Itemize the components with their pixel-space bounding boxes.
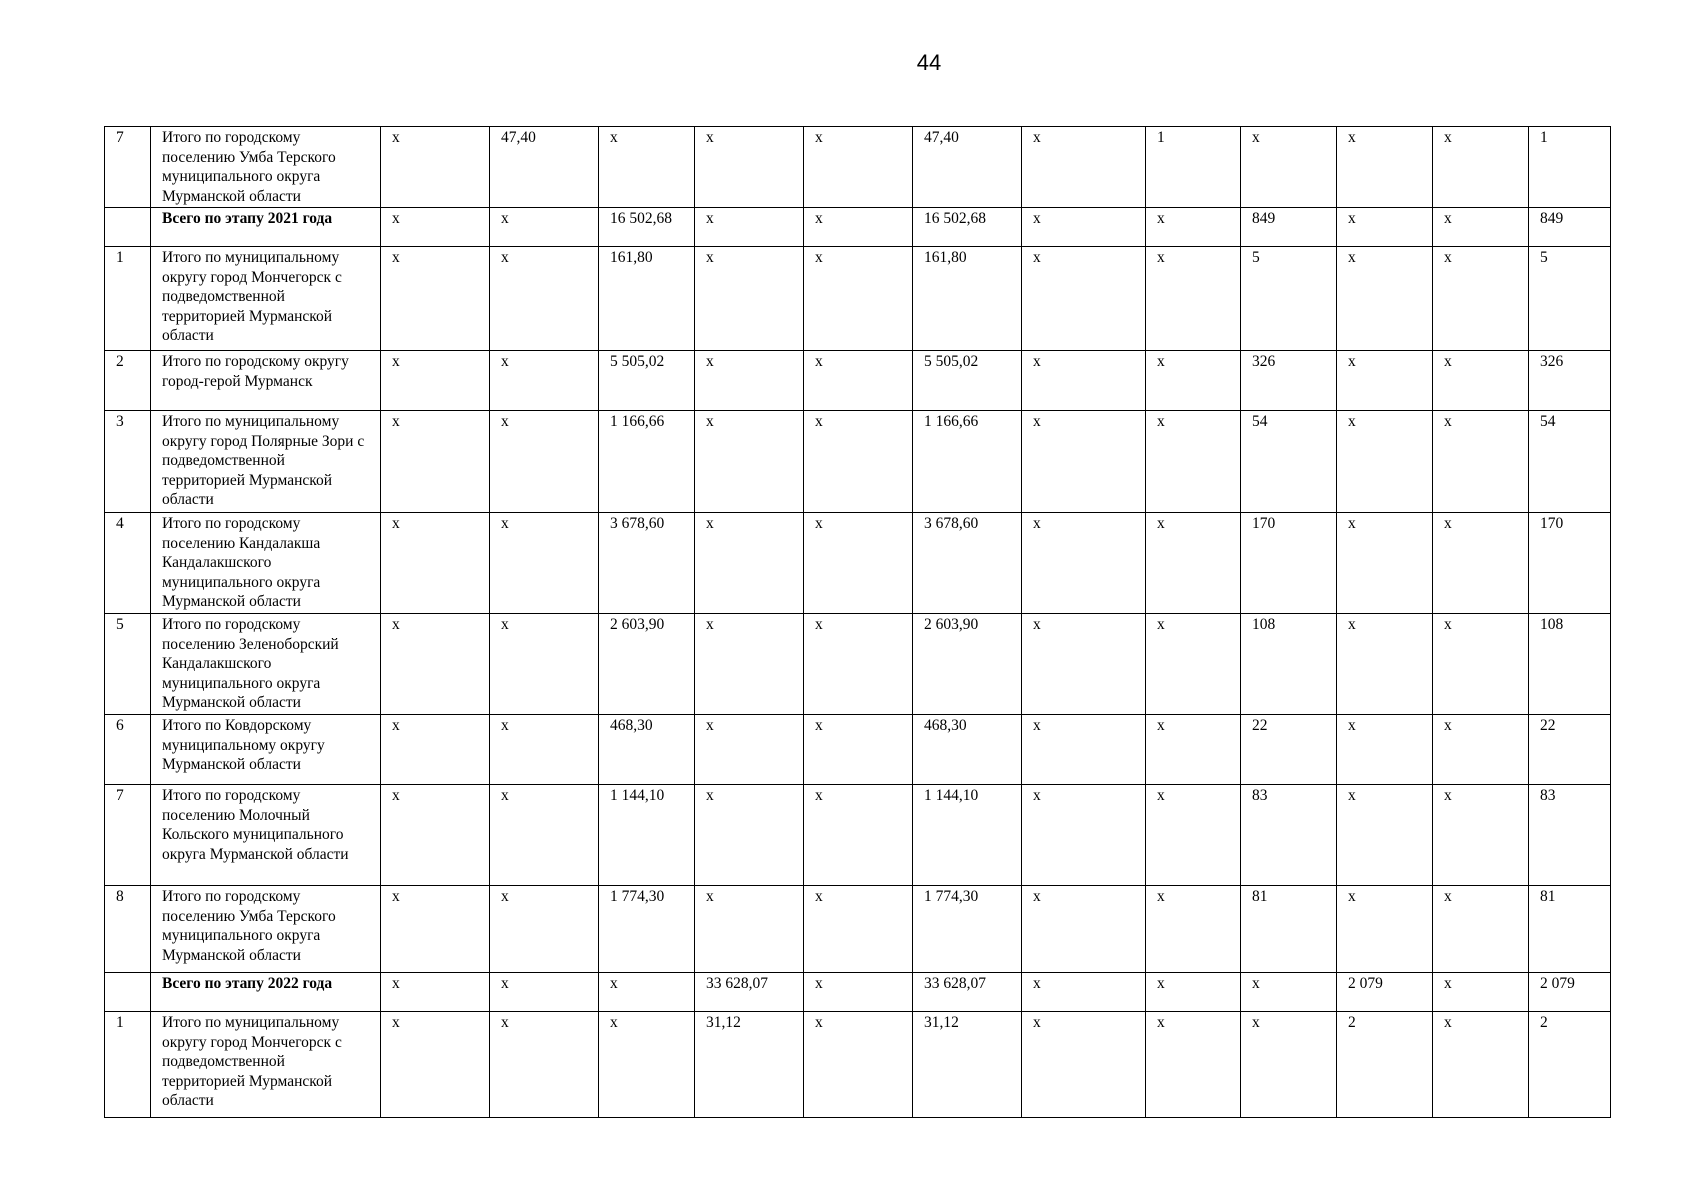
value-cell: х: [490, 411, 599, 513]
municipality-name-cell: Итого по муниципальному округу город Мончегорск с подведомственной территорией Мурманской области: [151, 1012, 381, 1118]
value-cell: х: [1022, 614, 1146, 715]
value-cell: х: [599, 1012, 695, 1118]
table-row: [105, 785, 1611, 886]
table-row: [105, 614, 1611, 715]
value-cell: х: [1433, 247, 1529, 351]
value-cell: 849: [1529, 208, 1611, 247]
value-cell: х: [695, 247, 804, 351]
value-cell: 1 774,30: [599, 886, 695, 973]
value-cell: 161,80: [913, 247, 1022, 351]
value-cell: х: [1337, 127, 1433, 208]
value-cell: 108: [1241, 614, 1337, 715]
value-cell: 1: [1146, 127, 1241, 208]
municipality-name-cell: Итого по муниципальному округу город Полярные Зори с подведомственной территорией Мурманской области: [151, 411, 381, 513]
value-cell: х: [1146, 973, 1241, 1012]
value-cell: 2 079: [1529, 973, 1611, 1012]
value-cell: х: [1433, 127, 1529, 208]
value-cell: х: [381, 973, 490, 1012]
table-row: [105, 886, 1611, 973]
value-cell: 1 774,30: [913, 886, 1022, 973]
value-cell: 170: [1529, 513, 1611, 614]
value-cell: х: [1146, 785, 1241, 886]
value-cell: х: [490, 247, 599, 351]
value-cell: х: [695, 351, 804, 411]
value-cell: х: [381, 513, 490, 614]
value-cell: х: [1433, 886, 1529, 973]
value-cell: 170: [1241, 513, 1337, 614]
total-label-cell: Всего по этапу 2021 года: [151, 208, 381, 247]
data-table: [104, 126, 1611, 1118]
value-cell: х: [381, 886, 490, 973]
value-cell: х: [1241, 1012, 1337, 1118]
value-cell: х: [1241, 973, 1337, 1012]
municipality-name-cell: Итого по городскому поселению Молочный Кольского муниципального округа Мурманской области: [151, 785, 381, 886]
row-number-cell: [105, 973, 151, 1012]
value-cell: х: [1022, 513, 1146, 614]
value-cell: х: [1337, 351, 1433, 411]
value-cell: х: [695, 785, 804, 886]
value-cell: х: [804, 127, 913, 208]
value-cell: х: [804, 351, 913, 411]
total-row: [105, 208, 1611, 247]
value-cell: х: [599, 127, 695, 208]
value-cell: х: [804, 785, 913, 886]
row-number-cell: 1: [105, 247, 151, 351]
value-cell: 16 502,68: [913, 208, 1022, 247]
value-cell: 22: [1241, 715, 1337, 785]
value-cell: х: [804, 614, 913, 715]
value-cell: х: [1337, 715, 1433, 785]
value-cell: х: [381, 715, 490, 785]
value-cell: х: [490, 715, 599, 785]
municipality-name-cell: Итого по Ковдорскому муниципальному округу Мурманской области: [151, 715, 381, 785]
row-number-cell: [105, 208, 151, 247]
value-cell: 2 603,90: [913, 614, 1022, 715]
value-cell: 5 505,02: [913, 351, 1022, 411]
value-cell: х: [490, 973, 599, 1012]
value-cell: 1 144,10: [913, 785, 1022, 886]
value-cell: 5: [1241, 247, 1337, 351]
value-cell: 54: [1529, 411, 1611, 513]
value-cell: х: [695, 208, 804, 247]
page-number: 44: [916, 50, 942, 75]
value-cell: х: [695, 127, 804, 208]
value-cell: х: [1146, 715, 1241, 785]
value-cell: х: [490, 351, 599, 411]
value-cell: 16 502,68: [599, 208, 695, 247]
table-row: [105, 1012, 1611, 1118]
value-cell: 326: [1241, 351, 1337, 411]
value-cell: х: [1433, 785, 1529, 886]
row-number-cell: 5: [105, 614, 151, 715]
table-body: [105, 127, 1611, 1118]
value-cell: х: [1337, 208, 1433, 247]
value-cell: 1: [1529, 127, 1611, 208]
row-number-cell: 4: [105, 513, 151, 614]
value-cell: 22: [1529, 715, 1611, 785]
value-cell: х: [1433, 973, 1529, 1012]
value-cell: х: [490, 513, 599, 614]
value-cell: х: [1146, 1012, 1241, 1118]
municipality-name-cell: Итого по муниципальному округу город Мончегорск с подведомственной территорией Мурманской области: [151, 247, 381, 351]
value-cell: х: [1146, 411, 1241, 513]
value-cell: 468,30: [913, 715, 1022, 785]
value-cell: 54: [1241, 411, 1337, 513]
value-cell: 81: [1241, 886, 1337, 973]
value-cell: 3 678,60: [913, 513, 1022, 614]
row-number-cell: 3: [105, 411, 151, 513]
table-row: [105, 127, 1611, 208]
value-cell: х: [1146, 247, 1241, 351]
value-cell: х: [1337, 785, 1433, 886]
value-cell: 47,40: [490, 127, 599, 208]
value-cell: 2 603,90: [599, 614, 695, 715]
value-cell: 5 505,02: [599, 351, 695, 411]
value-cell: х: [1337, 886, 1433, 973]
value-cell: х: [1022, 411, 1146, 513]
value-cell: х: [1337, 614, 1433, 715]
value-cell: х: [804, 247, 913, 351]
value-cell: х: [490, 208, 599, 247]
value-cell: 33 628,07: [695, 973, 804, 1012]
row-number-cell: 7: [105, 127, 151, 208]
value-cell: 468,30: [599, 715, 695, 785]
value-cell: х: [804, 208, 913, 247]
value-cell: 33 628,07: [913, 973, 1022, 1012]
value-cell: х: [381, 208, 490, 247]
row-number-cell: 1: [105, 1012, 151, 1118]
municipality-name-cell: Итого по городскому округу город-герой Мурманск: [151, 351, 381, 411]
table-row: [105, 411, 1611, 513]
value-cell: 83: [1241, 785, 1337, 886]
value-cell: 326: [1529, 351, 1611, 411]
table-row: [105, 351, 1611, 411]
total-label-cell: Всего по этапу 2022 года: [151, 973, 381, 1012]
value-cell: 108: [1529, 614, 1611, 715]
value-cell: х: [490, 614, 599, 715]
value-cell: х: [1022, 715, 1146, 785]
value-cell: х: [1022, 127, 1146, 208]
value-cell: х: [1433, 411, 1529, 513]
value-cell: 81: [1529, 886, 1611, 973]
value-cell: х: [1433, 715, 1529, 785]
value-cell: 161,80: [599, 247, 695, 351]
value-cell: х: [599, 973, 695, 1012]
row-number-cell: 7: [105, 785, 151, 886]
value-cell: х: [381, 247, 490, 351]
row-number-cell: 2: [105, 351, 151, 411]
value-cell: х: [1146, 351, 1241, 411]
value-cell: х: [1433, 351, 1529, 411]
value-cell: х: [381, 127, 490, 208]
value-cell: х: [381, 351, 490, 411]
value-cell: 2 079: [1337, 973, 1433, 1012]
value-cell: х: [381, 411, 490, 513]
value-cell: х: [804, 1012, 913, 1118]
value-cell: х: [1146, 886, 1241, 973]
value-cell: х: [1433, 208, 1529, 247]
value-cell: 31,12: [913, 1012, 1022, 1118]
table-row: [105, 513, 1611, 614]
value-cell: х: [1146, 208, 1241, 247]
municipality-name-cell: Итого по городскому поселению Умба Терского муниципального округа Мурманской области: [151, 886, 381, 973]
value-cell: 31,12: [695, 1012, 804, 1118]
value-cell: х: [1146, 513, 1241, 614]
value-cell: х: [381, 1012, 490, 1118]
value-cell: х: [1022, 886, 1146, 973]
value-cell: х: [1022, 973, 1146, 1012]
value-cell: х: [1337, 247, 1433, 351]
value-cell: х: [490, 785, 599, 886]
row-number-cell: 8: [105, 886, 151, 973]
value-cell: 1 166,66: [913, 411, 1022, 513]
value-cell: х: [695, 886, 804, 973]
value-cell: х: [804, 886, 913, 973]
municipality-name-cell: Итого по городскому поселению Кандалакша Кандалакшского муниципального округа Мурманской области: [151, 513, 381, 614]
value-cell: 1 144,10: [599, 785, 695, 886]
value-cell: х: [381, 614, 490, 715]
municipality-name-cell: Итого по городскому поселению Умба Терского муниципального округа Мурманской области: [151, 127, 381, 208]
row-number-cell: 6: [105, 715, 151, 785]
value-cell: х: [490, 886, 599, 973]
value-cell: х: [1146, 614, 1241, 715]
value-cell: х: [695, 614, 804, 715]
value-cell: 3 678,60: [599, 513, 695, 614]
value-cell: х: [1022, 1012, 1146, 1118]
value-cell: х: [1241, 127, 1337, 208]
value-cell: х: [695, 715, 804, 785]
value-cell: 83: [1529, 785, 1611, 886]
value-cell: х: [804, 715, 913, 785]
value-cell: 849: [1241, 208, 1337, 247]
value-cell: х: [1022, 208, 1146, 247]
value-cell: х: [1337, 411, 1433, 513]
municipality-name-cell: Итого по городскому поселению Зеленоборский Кандалакшского муниципального округа Мурманской области: [151, 614, 381, 715]
value-cell: х: [804, 973, 913, 1012]
value-cell: х: [381, 785, 490, 886]
value-cell: х: [804, 411, 913, 513]
value-cell: х: [1433, 1012, 1529, 1118]
value-cell: 5: [1529, 247, 1611, 351]
value-cell: х: [1337, 513, 1433, 614]
value-cell: х: [695, 513, 804, 614]
value-cell: х: [1022, 351, 1146, 411]
value-cell: 1 166,66: [599, 411, 695, 513]
value-cell: х: [695, 411, 804, 513]
value-cell: х: [804, 513, 913, 614]
value-cell: 2: [1529, 1012, 1611, 1118]
total-row: [105, 973, 1611, 1012]
value-cell: х: [490, 1012, 599, 1118]
table-row: [105, 715, 1611, 785]
value-cell: 2: [1337, 1012, 1433, 1118]
value-cell: х: [1022, 785, 1146, 886]
value-cell: х: [1433, 614, 1529, 715]
value-cell: 47,40: [913, 127, 1022, 208]
value-cell: х: [1022, 247, 1146, 351]
value-cell: х: [1433, 513, 1529, 614]
table-row: [105, 247, 1611, 351]
